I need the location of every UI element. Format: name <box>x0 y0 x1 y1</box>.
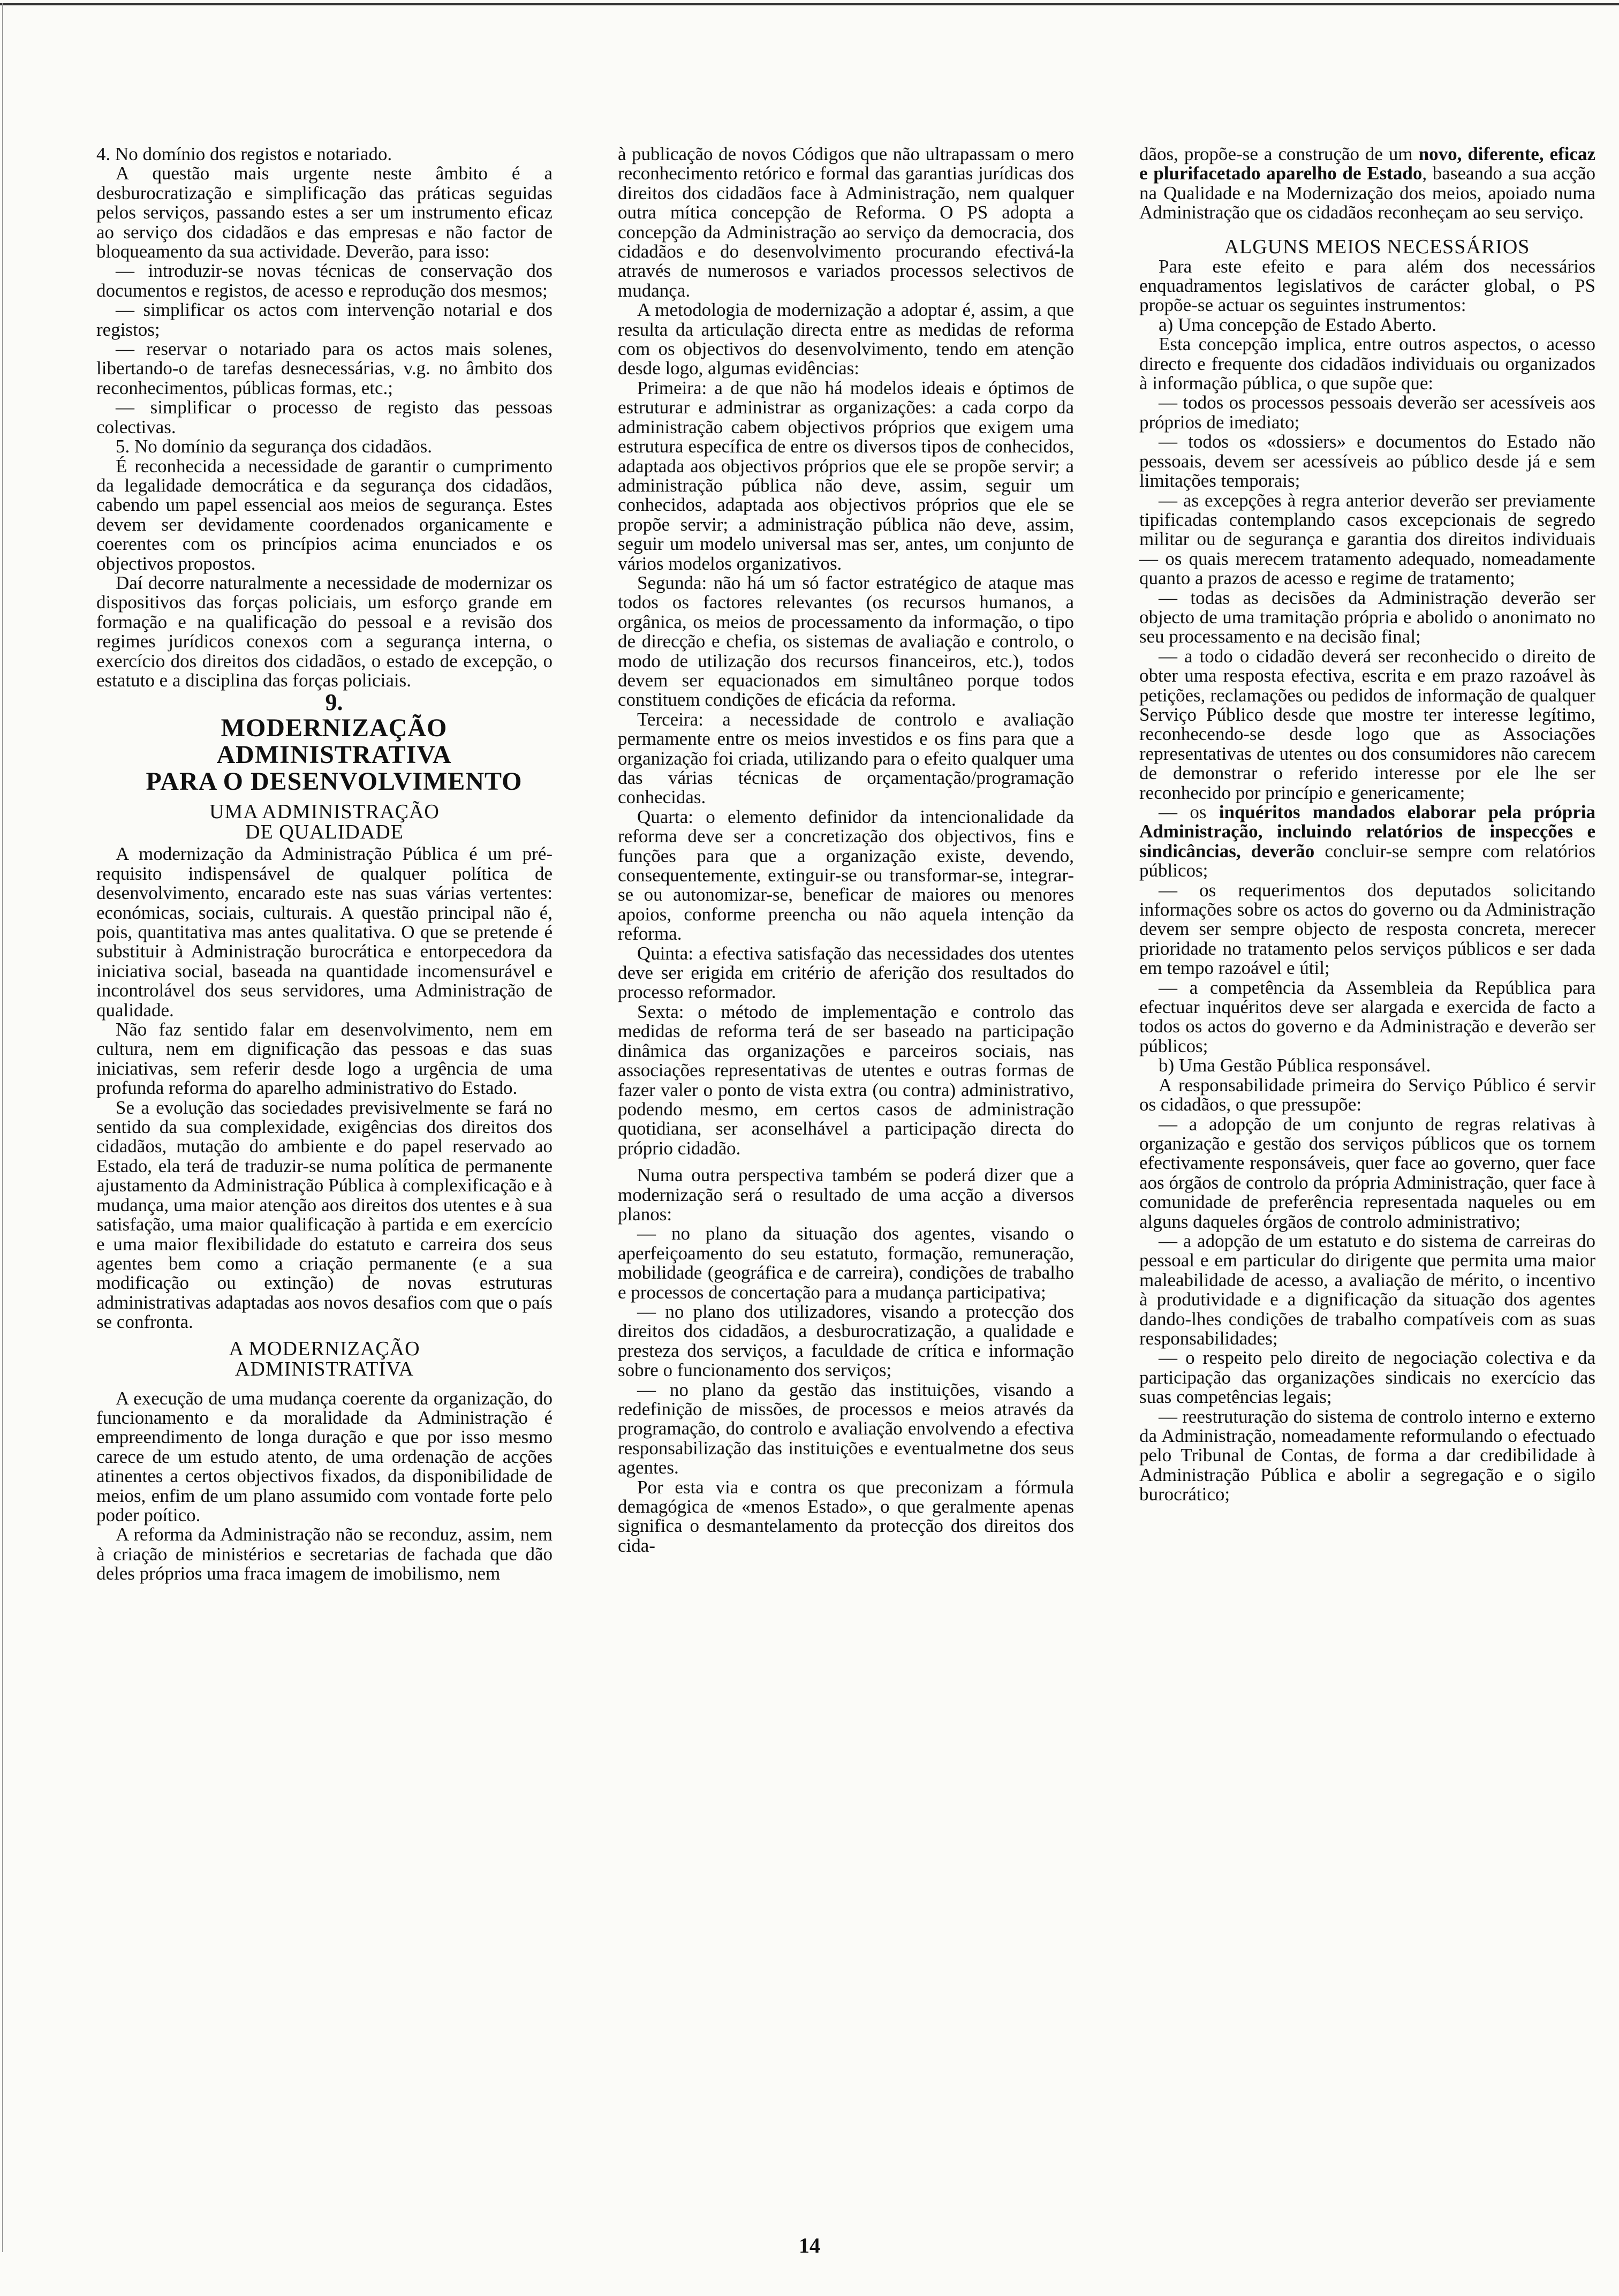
section-number: 9. <box>325 689 343 716</box>
paragraph: Terceira: a necessidade de controlo e avaliação permamente entre os meios investidos e os fins para que a organização foi criada, utilizando para o efeito qualquer uma das várias técnicas de orçamentação/programação conhecidas. <box>618 708 1074 808</box>
text-columns <box>96 145 1595 2206</box>
list-item: — no plano dos utilizadores, visando a protecção dos direitos dos cidadãos, a desburocratização, a qualidade e presteza dos serviços, a faculdade de crítica e informação sobre o funcionamento dos serviços; <box>618 1301 1074 1381</box>
paragraph: à publicação de novos Códigos que não ultrapassam o mero reconhecimento retórico e formal das garantias jurídicas dos direitos dos cidadãos face à Administração, nem qualquer outra mítica concepção de Reforma. O PS adopta a concepção da Administração ao serviço da democracia, dos cidadãos e do desenvolvimento procurando efectivá-la através de numerosos e variados processos selectivos de mudança. <box>618 145 1074 301</box>
list-item: — a competência da Assembleia da República para efectuar inquéritos deve ser alargada e exercida de facto a todos os actos do governo e da Administração e deverão ser públicos; <box>1139 977 1595 1056</box>
top-border-rule <box>0 3 1619 5</box>
list-item: — todos os processos pessoais deverão ser acessíveis aos próprios de imediato; <box>1139 392 1595 433</box>
paragraph: 4. No domínio dos registos e notariado. <box>96 145 392 164</box>
paragraph: Quarta: o elemento definidor da intencionalidade da reforma deve ser a concretização dos objectivos, fins e funções para que a organização existe, devendo, consequentemente, extinguir-se ou transformar-se, integrar-se ou autonomizar-se, beneficar de maiores ou menores apoios, conforme preencha ou não aquela intenção da reforma. <box>618 806 1074 945</box>
paragraph: Sexta: o método de implementação e controlo das medidas de reforma terá de ser baseado na participação dinâmica das organizações e parceiros sociais, nas associações representativas de utentes e outras formas de fazer valer o ponto de vista extra (ou contra) administrativo, podendo mesmo, em certos casos de administração quotidiana, ser aconselhável a participação directa do próprio cidadão. <box>618 1001 1074 1159</box>
list-item-inqueritos <box>1139 803 1595 881</box>
paragraph: Por esta via e contra os que preconizam a fórmula demagógica de «menos Estado», o que geralmente apenas significa o desmantelamento da protecção dos direitos dos cida- <box>618 1476 1074 1556</box>
list-item: — simplificar os actos com intervenção notarial e dos registos; <box>96 299 553 340</box>
subheading-modernizacao <box>96 1339 553 1379</box>
paragraph: A questão mais urgente neste âmbito é a desburocratização e simplificação das práticas seguidas pelos serviços, passando estes a ser um instrumento eficaz ao serviço dos cidadãos e das empresas e não factor de bloqueamento da sua actividade. Deverão, para isso: <box>96 163 553 262</box>
paragraph: A metodologia de modernização a adoptar é, assim, a que resulta da articulação directa entre as medidas de reforma com os objectivos do desenvolvimento, tendo em atenção desde logo, algumas evidências: <box>618 299 1074 379</box>
paragraph: A modernização da Administração Pública é um pré-requisito indispensável de qualquer política de desenvolvimento, encarado este nas suas várias vertentes: económicas, sociais, culturais. A questão principal não é, pois, quantitativa mas antes qualitativa. O que se pretende é substituir à Administração burocrática e entorpecedora da iniciativa social, baseada na quantidade incomensurável e incontrolável dos seus servidores, uma Administração de qualidade. <box>96 843 553 1021</box>
paragraph: Quinta: a efectiva satisfação das necessidades dos utentes deve ser erigida em critério de aferição dos resultados do processo reformador. <box>618 942 1074 1003</box>
list-item: — todas as decisões da Administração deverão ser objecto de uma tramitação própria e abolido o anonimato no seu processamento e na decisão final; <box>1139 587 1595 647</box>
subheading-qualidade <box>96 802 553 842</box>
paragraph: Não faz sentido falar em desenvolvimento, nem em cultura, nem em dignificação das pessoas e das suas iniciativas, sem referir desde logo a urgência de uma profunda reforma do aparelho administrativo do Estado. <box>96 1019 553 1099</box>
page-number: 14 <box>799 2233 820 2257</box>
bold-run: inquéritos mandados elaborar pela própria Administração, incluindo relatórios de inspecções e sindicâncias, deverão <box>1139 802 1595 862</box>
list-item: — no plano da situação dos agentes, visando o aperfeiçoamento do seu estatuto, formação, remuneração, mobilidade (geográfica e de carreira), condições de trabalho e processos de concertação para a mudança participativa; <box>618 1223 1074 1303</box>
section-title-line-2: ADMINISTRATIVA <box>216 741 452 769</box>
list-item: — o respeito pelo direito de negociação colectiva e da participação das organizações sindicais no exercício das suas competências legais; <box>1139 1347 1595 1408</box>
column-2 <box>618 145 1074 2206</box>
subheading-line: DE QUALIDADE <box>245 821 404 844</box>
paragraph: b) Uma Gestão Pública responsável. <box>1159 1055 1431 1076</box>
paragraph: Primeira: a de que não há modelos ideais e óptimos de estruturar e administrar as organizações: a cada corpo da administração cabem objectivos próprios que exigem uma estrutura específica de entre os diversos tipos de conhecidos, adaptada aos objectivos próprios que ele se propõe servir; a administração pública não deve, assim, seguir um conhecidos, adaptada aos objectivos próprios que ele se propõe servir; a administração pública não deve, assim, seguir um modelo universal mas ser, antes, um conjunto de vários modelos organizativos. <box>618 377 1074 574</box>
paragraph: Se a evolução das sociedades previsivelmente se fará no sentido da sua complexidade, exigências dos direitos dos cidadãos, mutação do ambiente e do papel reservado ao Estado, ela terá de traduzir-se numa política de permanente ajustamento da Administração Pública à complexificação e à mudança, uma maior atenção aos direitos dos utentes e à sua satisfação, uma maior qualificação à partida e em exercício e uma maior flexibilidade do estatuto e carreira dos seus agentes bem como a criação permanente (e a sua modificação ou extinção) de novas estruturas administrativas adaptadas aos novos desafios com que o país se confronta. <box>96 1097 553 1333</box>
text-run: concluir-se sempre com relatórios públicos; <box>1139 840 1595 881</box>
subheading-line: UMA ADMINISTRAÇÃO <box>209 800 440 824</box>
paragraph: É reconhecida a necessidade de garantir o cumprimento da legalidade democrática e da segurança dos cidadãos, cabendo um papel essencial aos meios de segurança. Estes devem ser devidamente coordenados organicamente e coerentes com os princípios acima enunciados e os objectivos propostos. <box>96 455 553 574</box>
list-item: — os requerimentos dos deputados solicitando informações sobre os actos do governo ou da Administração devem ser sempre objecto de resposta concreta, merecer prioridade no tratamento pelos serviços públicos e ser dada em tempo razoável e útil; <box>1139 879 1595 979</box>
column-3 <box>1139 145 1595 2206</box>
list-item: — a adopção de um estatuto e do sistema de carreiras do pessoal e em particular do dirigente que permita uma maior maleabilidade de acesso, a avaliação de mérito, o incentivo à produtividade e a dignificação da situação dos agentes dando-lhes condições de trabalho compatíveis com as suas responsabilidades; <box>1139 1230 1595 1349</box>
list-item: — as excepções à regra anterior deverão ser previamente tipificadas contemplando casos excepcionais de segredo militar ou de segurança e garantia dos direitos individuais — os quais merecem tratamento adequado, nomeadamente quanto a prazos de acesso e regime de tratamento; <box>1139 489 1595 589</box>
paragraph: A reforma da Administração não se reconduz, assim, nem à criação de ministérios e secretarias de fachada que dão deles próprios uma fraca imagem de imobilismo, nem <box>96 1524 553 1584</box>
list-item: — a adopção de um conjunto de regras relativas à organização e gestão dos serviços públicos que os tornem efectivamente responsáveis, quer face ao governo, quer face aos órgãos de controlo da própria Administração, quer face à comunidade de preferência representada naqueles ou em alguns daqueles órgãos de controlo administrativo; <box>1139 1113 1595 1232</box>
list-item: — reservar o notariado para os actos mais solenes, libertando-o de tarefas desnecessárias, v.g. no âmbito dos reconhecimentos, públicas formas, etc.; <box>96 338 553 398</box>
paragraph: a) Uma concepção de Estado Aberto. <box>1159 314 1436 335</box>
list-item: — simplificar o processo de registo das pessoas colectivas. <box>96 397 553 437</box>
column-1 <box>96 145 553 2206</box>
paragraph-novo-aparelho <box>1139 145 1595 223</box>
text-run: — os <box>1159 802 1219 822</box>
left-border-rule <box>2 3 3 2252</box>
paragraph: 5. No domínio da segurança dos cidadãos. <box>116 436 432 457</box>
paragraph: A responsabilidade primeira do Serviço Público é servir os cidadãos, o que pressupõe: <box>1139 1074 1595 1115</box>
section-title-line-3: PARA O DESENVOLVIMENTO <box>146 767 523 796</box>
list-item: — todos os «dossiers» e documentos do Estado não pessoais, devem ser acessíveis ao público desde já e sem limitações temporais; <box>1139 431 1595 492</box>
bold-run: novo, diferente, eficaz e plurifacetado aparelho de Estado <box>1139 145 1595 184</box>
list-item: — no plano da gestão das instituições, visando a redefinição de missões, de processos e meios através da programação, do controlo e avaliação envolvendo a efectiva responsabilização das instituições e eventualmetne dos seus agentes. <box>618 1379 1074 1478</box>
list-item: — introduzir-se novas técnicas de conservação dos documentos e registos, de acesso e reprodução dos mesmos; <box>96 260 553 301</box>
paragraph: Numa outra perspectiva também se poderá dizer que a modernização será o resultado de uma acção a diversos planos: <box>618 1165 1074 1225</box>
paragraph: Segunda: não há um só factor estratégico de ataque mas todos os factores relevantes (os recursos humanos, a orgânica, os meios de processamento da informação, o tipo de direcção e chefia, os sistemas de avaliação e controlo, o modo de utilização dos recursos financeiros, etc.), todos devem ser equacionados em simultâneo porque todos constituem condições de eficácia da reforma. <box>618 572 1074 711</box>
paragraph: A execução de uma mudança coerente da organização, do funcionamento e da moralidade da Administração é empreendimento de longa duração e que por isso mesmo carece de um estudo atento, de uma ordenação de acções atinentes a certos objectivos fixados, da disponibilidade de meios, enfim de um plano assumido com vontade forte pelo poder poítico. <box>96 1387 553 1525</box>
paragraph: Esta concepção implica, entre outros aspectos, o acesso directo e frequente dos cidadãos individuais ou organizados à informação pública, o que supõe que: <box>1139 334 1595 394</box>
text-run: , baseando a sua acção na Qualidade e na Modernização dos meios, apoiado numa Administração que os cidadãos reconheçam ao seu serviço. <box>1139 163 1595 223</box>
paragraph: Daí decorre naturalmente a necessidade de modernizar os dispositivos das forças policiais, um esforço grande em formação e na qualificação do pessoal e a revisão dos regimes jurídicos conexos com a segurança interna, o exercício dos direitos dos cidadãos, o estado de excepção, o estatuto e a disciplina das forças policiais. <box>96 572 553 691</box>
text-run: dãos, propõe-se a construção de um <box>1139 145 1419 164</box>
subheading-meios: ALGUNS MEIOS NECESSÁRIOS <box>1224 235 1530 258</box>
subheading-line: ADMINISTRATIVA <box>234 1357 414 1380</box>
list-item: — a todo o cidadão deverá ser reconhecido o direito de obter uma resposta efectiva, escrita e em prazo razoável às petições, reclamações ou pedidos de informação de qualquer Serviço Público desde que mostre ter interesse legítimo, reconhecendo-se desde logo que as Associações representativas de utentes ou dos consumidores não carecem de demonstrar o referido interesse por ele lhe ser reconhecido por princípio e genericamente; <box>1139 645 1595 803</box>
list-item: — reestruturação do sistema de controlo interno e externo da Administração, nomeadamente reformulando o efectuado pelo Tribunal de Contas, de forma a dar credibilidade à Administração Pública e abolir a segregação e o sigilo burocrático; <box>1139 1406 1595 1505</box>
subheading-line: A MODERNIZAÇÃO <box>229 1337 420 1360</box>
paragraph: Para este efeito e para além dos necessários enquadramentos legislativos de carácter global, o PS propõe-se actuar os seguintes instrumentos: <box>1139 255 1595 316</box>
section-title-line-1: MODERNIZAÇÃO <box>221 714 448 743</box>
